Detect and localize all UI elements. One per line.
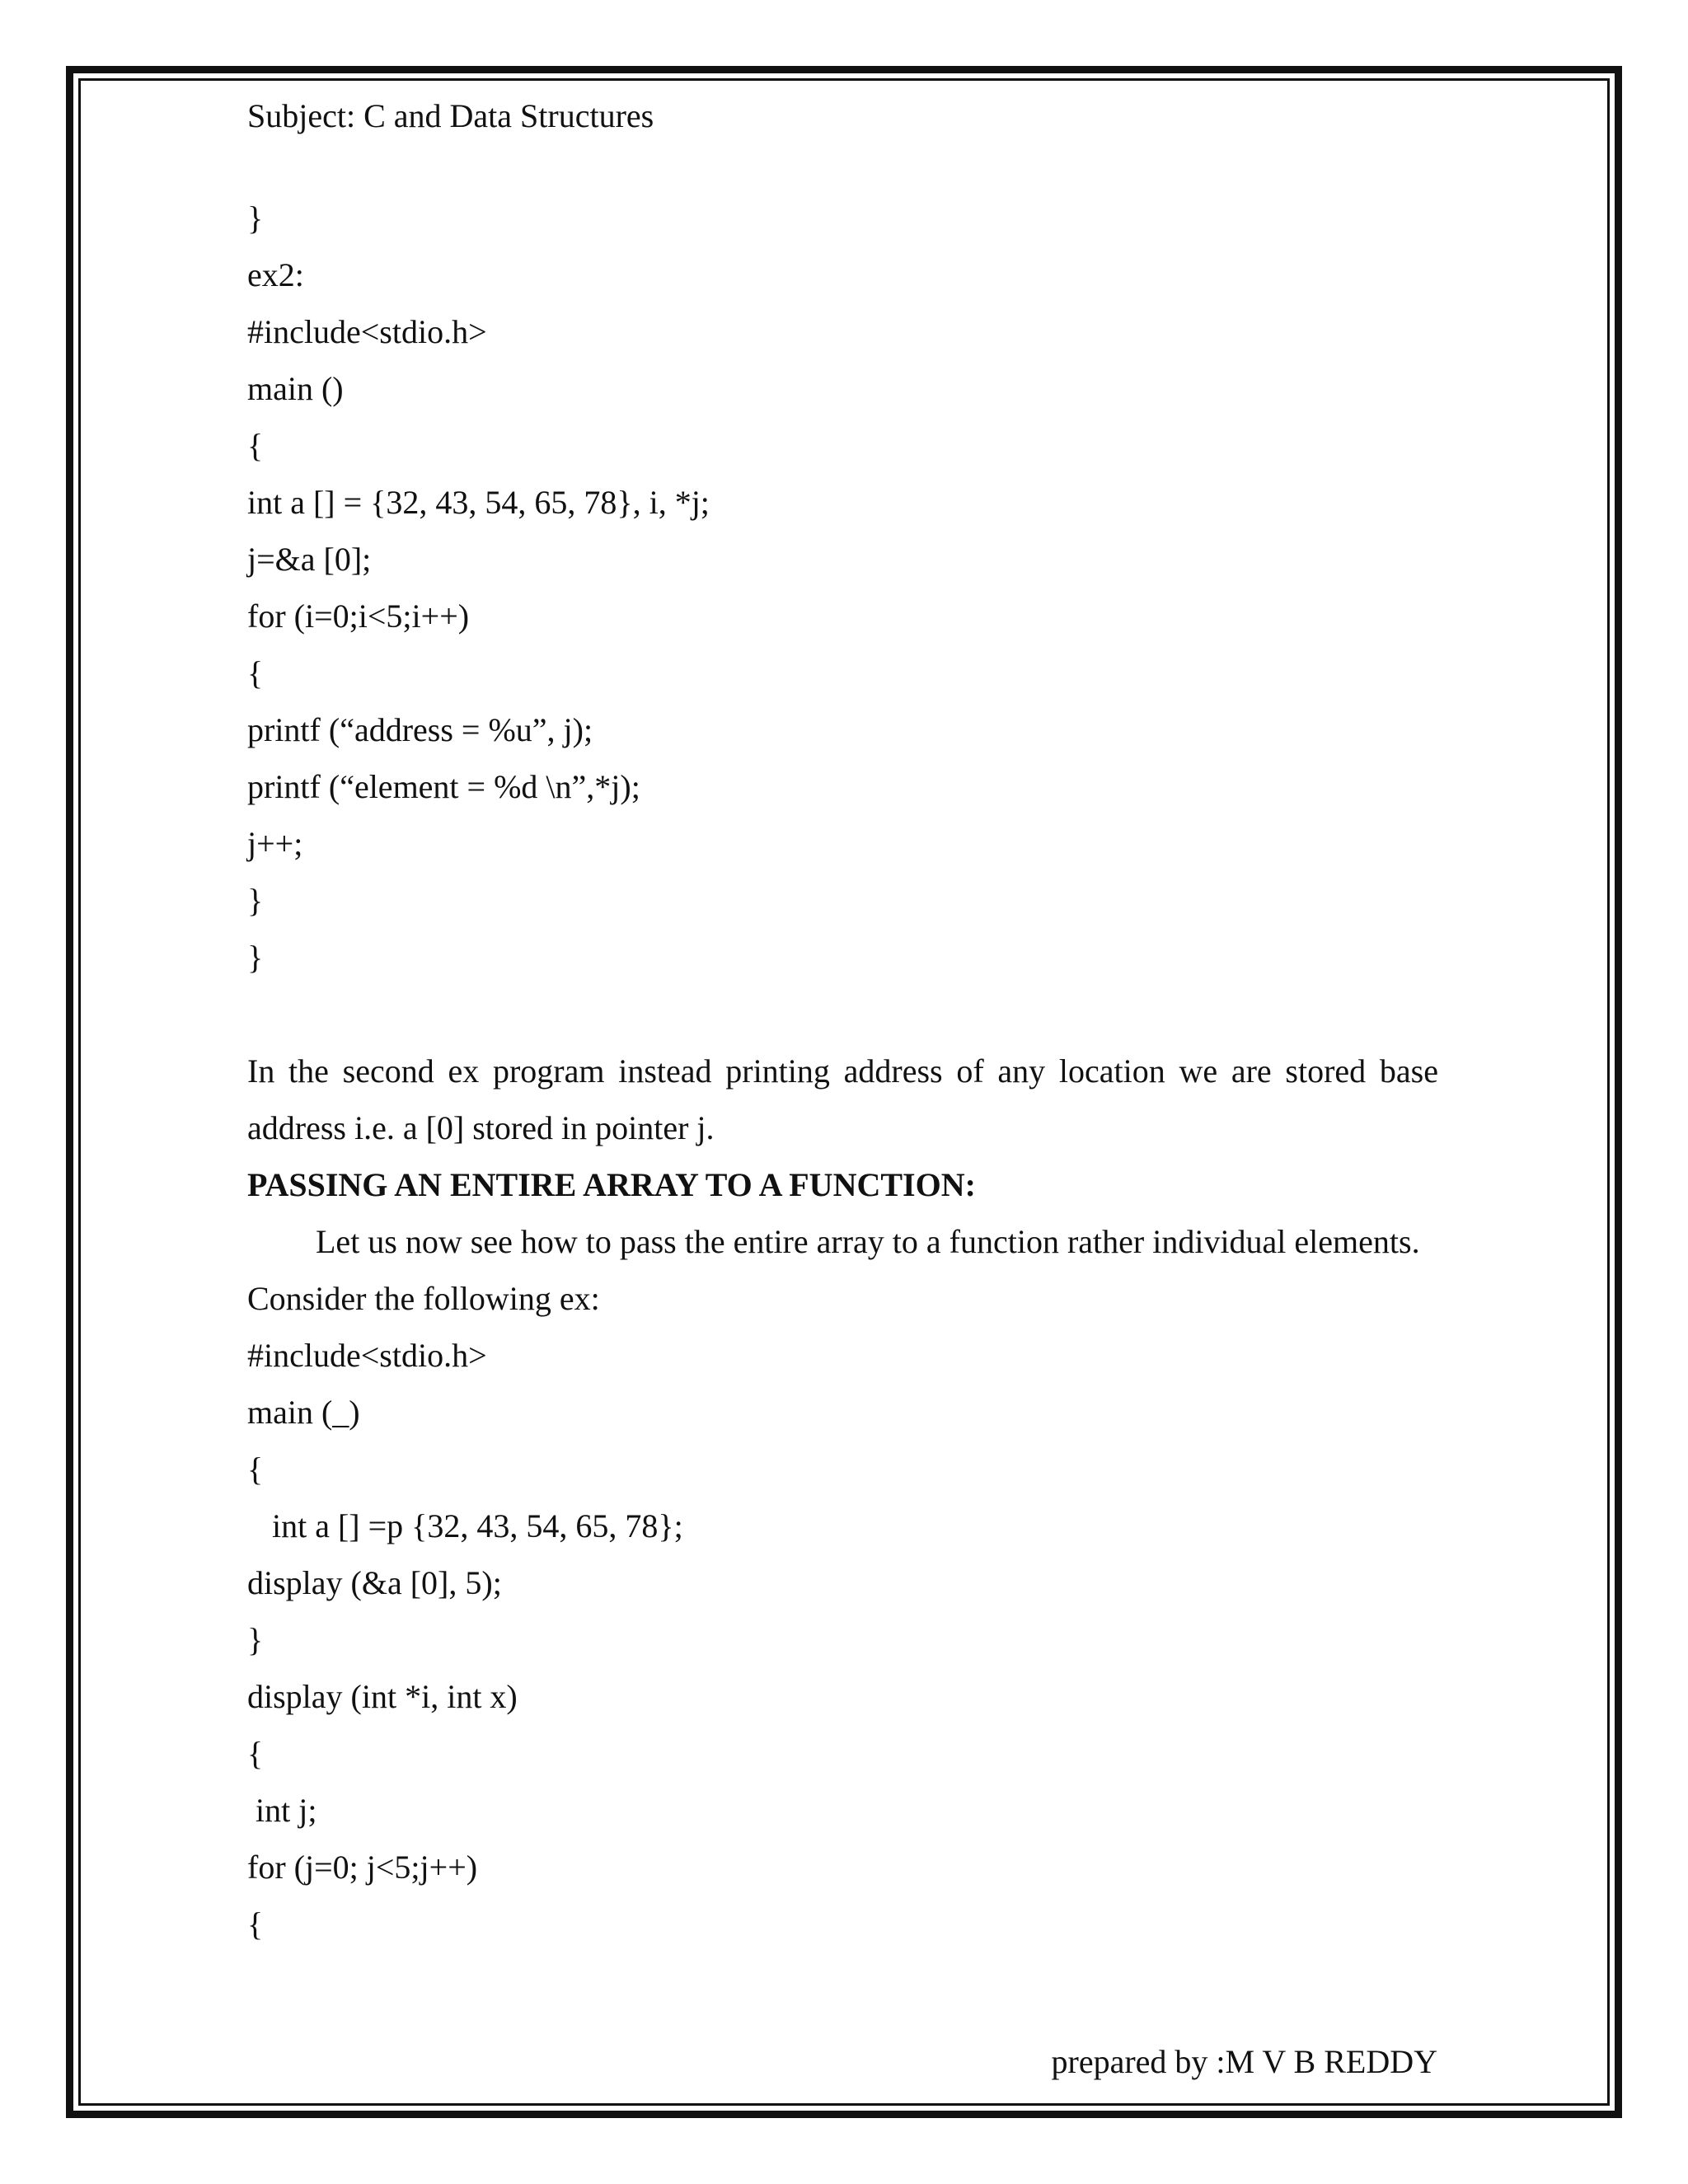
code-line: } <box>247 199 264 237</box>
code-line: { <box>247 1735 264 1772</box>
code-line: } <box>247 939 264 976</box>
code-line: printf (“element = %d \n”,*j); <box>247 768 640 805</box>
code-line: for (i=0;i<5;i++) <box>247 598 470 635</box>
code-line: main () <box>247 370 344 407</box>
section-heading: PASSING AN ENTIRE ARRAY TO A FUNCTION: <box>247 1166 976 1203</box>
paragraph-line: In the second ex program instead printing address of any location we are stored base <box>247 1052 1438 1090</box>
code-line: #include<stdio.h> <box>247 313 487 350</box>
code-line: int j; <box>247 1792 317 1829</box>
code-line: { <box>247 1905 264 1943</box>
code-line: int a [] = {32, 43, 54, 65, 78}, i, *j; <box>247 484 710 521</box>
footer-prepared-by: prepared by :M V B REDDY <box>1051 2043 1437 2080</box>
paragraph-line: address i.e. a [0] stored in pointer j. <box>247 1109 715 1146</box>
code-line: main (_) <box>247 1394 360 1431</box>
code-line: { <box>247 654 264 691</box>
code-line: } <box>247 1621 264 1658</box>
code-line: j=&a [0]; <box>247 541 372 578</box>
code-line: for (j=0; j<5;j++) <box>247 1849 478 1886</box>
code-line: display (int *i, int x) <box>247 1678 518 1715</box>
code-line: { <box>247 1451 264 1488</box>
code-line: ex2: <box>247 256 304 293</box>
code-line: display (&a [0], 5); <box>247 1564 502 1601</box>
subject-header: Subject: C and Data Structures <box>247 97 654 134</box>
code-line: printf (“address = %u”, j); <box>247 711 593 748</box>
code-line: int a [] =p {32, 43, 54, 65, 78}; <box>247 1507 683 1544</box>
paragraph-line: Consider the following ex: <box>247 1280 600 1317</box>
code-line: #include<stdio.h> <box>247 1337 487 1374</box>
paragraph-line: Let us now see how to pass the entire array to a function rather individual elements. <box>316 1223 1420 1260</box>
code-line: } <box>247 882 264 919</box>
code-line: { <box>247 427 264 464</box>
code-line: j++; <box>247 825 303 862</box>
